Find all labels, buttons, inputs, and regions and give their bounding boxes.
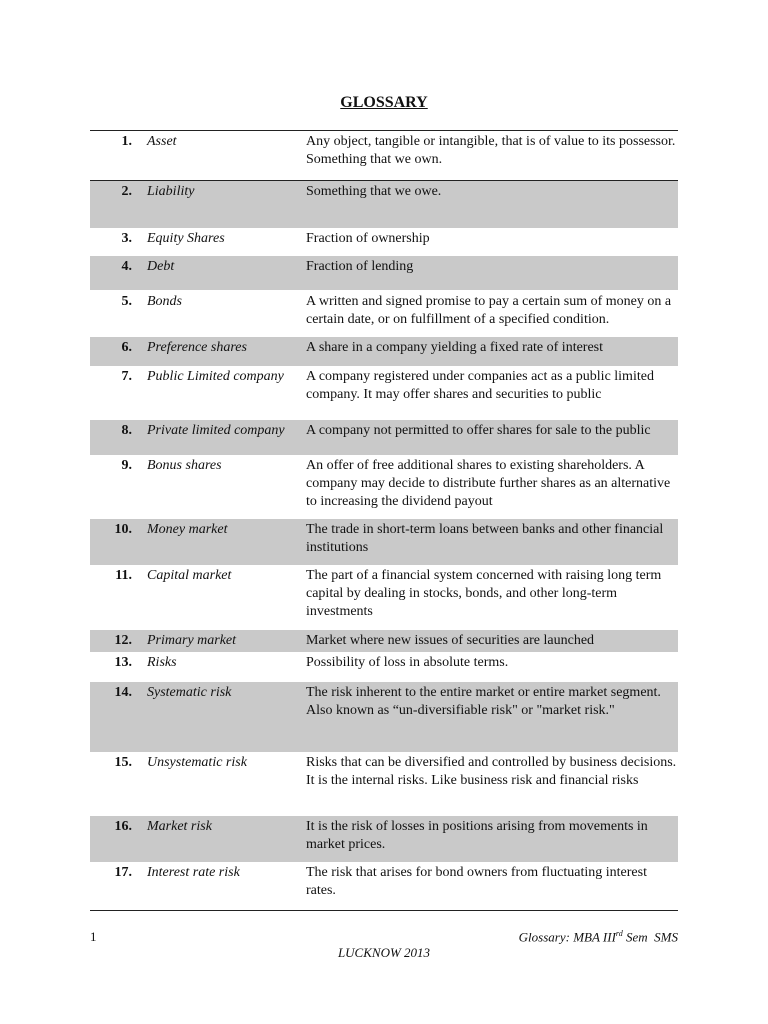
entry-definition: Risks that can be diversified and controlled by business decisions. It is the internal risks. Like business risk and financial risks [306,755,677,788]
entry-number: 5. [121,294,132,309]
entry-definition: The risk that arises for bond owners from fluctuating interest rates. [306,865,647,898]
entry-term: Interest rate risk [147,865,240,880]
bottom-rule [90,910,678,911]
entry-definition: Market where new issues of securities are launched [306,633,595,648]
entry-term: Private limited company [147,423,285,438]
entry-definition: A company registered under companies act as a public limited company. It may offer shares and securities to public [306,369,654,402]
table-row [90,228,678,256]
table-row [90,366,678,420]
entry-definition: Fraction of ownership [306,231,430,246]
entry-definition: A written and signed promise to pay a certain sum of money on a certain date, or on fulfillment of a specified condition. [306,294,672,327]
entry-number: 17. [114,865,132,880]
entry-number: 13. [114,655,132,670]
entry-definition: The part of a financial system concerned with raising long term capital by dealing in stocks, bonds, and other long-term investments [306,568,662,619]
footer-course-main: Glossary: MBA III [518,929,616,945]
entry-definition: A company not permitted to offer shares for sale to the public [306,423,651,438]
entry-number: 11. [115,568,132,583]
table-row [90,652,678,682]
entry-term: Preference shares [147,340,247,355]
entry-definition: The trade in short-term loans between banks and other financial institutions [306,522,664,555]
entry-term: Risks [147,655,177,670]
entry-number: 4. [121,259,132,274]
page-number: 1 [90,929,97,944]
entry-number: 15. [114,755,132,770]
table-row [90,455,678,519]
table-row [90,420,678,455]
entry-term: Money market [147,522,228,537]
entry-definition: Any object, tangible or intangible, that is of value to its possessor. Something that we own. [306,134,676,167]
entry-number: 6. [121,340,132,355]
entry-definition: Something that we owe. [306,184,442,199]
table-row [90,565,678,630]
footer-course [519,929,678,945]
footer-course-sup: rd [615,929,623,938]
entry-term: Bonus shares [147,458,222,473]
table-row [90,181,678,228]
entry-term: Systematic risk [147,685,232,700]
table-row [90,337,678,366]
entry-definition: An offer of free additional shares to existing shareholders. A company may decide to distribute further shares as an alternative to increasing the dividend payout [306,458,671,509]
table-row [90,519,678,565]
entry-term: Bonds [147,294,182,309]
entry-number: 9. [121,458,132,473]
entry-term: Asset [147,134,177,149]
table-row [90,256,678,290]
entry-term: Primary market [147,633,237,648]
entry-term: Market risk [147,819,212,834]
table-row [90,682,678,752]
footer-course-tail: Sem SMS [622,929,678,945]
entry-number: 8. [121,423,132,438]
table-row [90,862,678,909]
entry-term: Debt [147,259,175,274]
entry-definition: The risk inherent to the entire market or entire market segment. Also known as “un-diversifiable risk" or "market risk." [306,685,661,718]
entry-term: Equity Shares [147,231,225,246]
entry-number: 1. [121,134,132,149]
entry-number: 10. [114,522,132,537]
table-row [90,291,678,337]
entry-number: 12. [114,633,132,648]
table-row [90,816,678,862]
entry-number: 7. [121,369,132,384]
entry-term: Liability [147,184,195,199]
entry-definition: Possibility of loss in absolute terms. [306,655,509,670]
entry-definition: A share in a company yielding a fixed rate of interest [306,340,604,355]
entry-term: Capital market [147,568,232,583]
entry-definition: It is the risk of losses in positions arising from movements in market prices. [306,819,648,852]
entry-term: Unsystematic risk [147,755,247,770]
entry-number: 3. [121,231,132,246]
entry-number: 2. [121,184,132,199]
entry-term: Public Limited company [147,369,284,384]
table-row [90,752,678,816]
entry-definition: Fraction of lending [306,259,414,274]
entry-number: 16. [114,819,132,834]
table-row [90,630,678,652]
footer-location: LUCKNOW 2013 [337,945,431,960]
entry-number: 14. [114,685,132,700]
table-row [90,131,678,180]
page-title: GLOSSARY [340,94,428,111]
